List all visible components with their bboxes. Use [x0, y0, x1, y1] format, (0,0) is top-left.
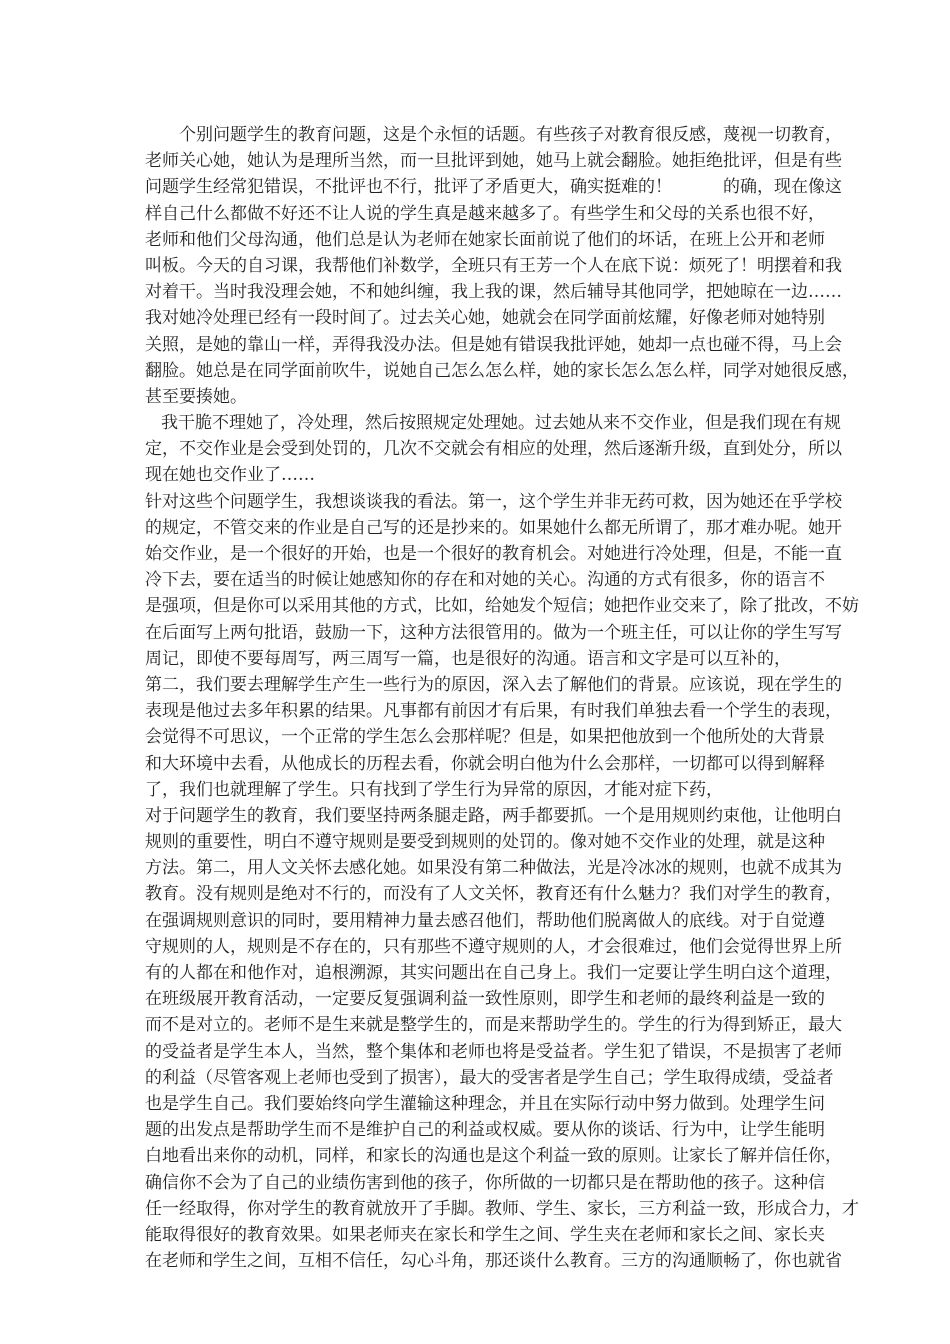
text-line: 甚至要揍她。	[145, 386, 247, 407]
text-line: 教育。没有规则是绝对不行的，而没有了人文关怀，教育还有什么魅力？我们对学生的教育，	[145, 884, 842, 905]
text-line: 表现是他过去多年积累的结果。凡事都有前因才有后果，有时我们单独去看一个学生的表现，	[145, 701, 842, 722]
text-line: 会觉得不可思议，一个正常的学生怎么会那样呢？但是，如果把他放到一个他所处的大背景	[145, 727, 825, 748]
text-line: 也是学生自己。我们要始终向学生灌输这种理念，并且在实际行动中努力做到。处理学生问	[145, 1093, 825, 1114]
text-line: 确信你不会为了自己的业绩伤害到他的孩子，你所做的一切都只是在帮助他的孩子。这种信	[145, 1172, 825, 1193]
text-line: 针对这些个问题学生，我想谈谈我的看法。第一，这个学生并非无药可救，因为她还在乎学校	[145, 491, 842, 512]
text-line: 老师和他们父母沟通，他们总是认为老师在她家长面前说了他们的坏话，在班上公开和老师	[145, 229, 825, 250]
text-line: 对着干。当时我没理会她，不和她纠缠，我上我的课，然后辅导其他同学，把她晾在一边……	[145, 282, 842, 303]
text-line: 在后面写上两句批语，鼓励一下，这种方法很管用的。做为一个班主任，可以让你的学生写写	[145, 622, 842, 643]
text-line: 个别问题学生的教育问题，这是个永恒的话题。有些孩子对教育很反感，蔑视一切教育，	[179, 125, 842, 145]
text-line: 在强调规则意识的同时，要用精神力量去感召他们，帮助他们脱离做人的底线。对于自觉遵	[145, 910, 825, 931]
paragraph	[145, 410, 842, 489]
text-line: 方法。第二，用人文关怀去感化她。如果没有第二种做法，光是冷冰冰的规则，也就不成其为	[145, 858, 842, 879]
text-line: 的规定，不管交来的作业是自己写的还是抄来的。如果她什么都无所谓了，那才难办呢。她开	[145, 517, 842, 538]
paragraph	[145, 122, 859, 410]
text-line: 我对她冷处理已经有一段时间了。过去关心她，她就会在同学面前炫耀，好像老师对她特别	[145, 308, 825, 329]
text-line: 能取得很好的教育效果。如果老师夹在家长和学生之间、学生夹在老师和家长之间、家长夹	[145, 1224, 825, 1245]
text-line: 而不是对立的。老师不是生来就是整学生的，而是来帮助学生的。学生的行为得到矫正，最大	[145, 1015, 842, 1036]
text-line: 定，不交作业是会受到处罚的，几次不交就会有相应的处理，然后逐渐升级，直到处分，所以	[145, 439, 842, 460]
text-line: 我干脆不理她了，冷处理，然后按照规定处理她。过去她从来不交作业，但是我们现在有规	[161, 413, 841, 434]
text-line: 的利益（尽管客观上老师也受到了损害），最大的受害者是学生自己；学生取得成绩，受益者	[145, 1067, 834, 1088]
text-line: 样自己什么都做不好还不让人说的学生真是越来越多了。有些学生和父母的关系也很不好，	[145, 203, 825, 224]
text-line: 有的人都在和他作对，追根溯源，其实问题出在自己身上。我们一定要让学生明白这个道理，	[145, 963, 842, 983]
text-line: 白地看出来你的动机，同样，和家长的沟通也是这个利益一致的原则。让家长了解并信任你，	[145, 1146, 842, 1167]
text-line: 守规则的人，规则是不存在的，只有那些不遵守规则的人，才会很难过，他们会觉得世界上所	[145, 936, 842, 957]
text-line: 叫板。今天的自习课，我帮他们补数学，全班只有王芳一个人在底下说：烦死了！明摆着和我	[145, 255, 842, 276]
text-line: 题的出发点是帮助学生而不是维护自己的利益或权威。要从你的谈话、行为中，让学生能明	[145, 1120, 825, 1141]
text-line: 第二，我们要去理解学生产生一些行为的原因，深入去了解他们的背景。应该说，现在学生的	[145, 674, 842, 695]
text-line: 现在她也交作业了……	[145, 465, 315, 486]
paragraph	[145, 489, 859, 672]
text-line: 对于问题学生的教育，我们要坚持两条腿走路，两手都要抓。一个是用规则约束他，让他明白	[145, 805, 842, 826]
text-line: 规则的重要性，明白不遵守规则是要受到规则的处罚的。像对她不交作业的处理，就是这种	[145, 832, 825, 853]
paragraph	[145, 803, 859, 1274]
text-line: 关照，是她的靠山一样，弄得我没办法。但是她有错误我批评她，她却一点也碰不得，马上会	[145, 334, 842, 355]
text-line: 了，我们也就理解了学生。只有找到了学生行为异常的原因，才能对症下药，	[145, 779, 723, 800]
text-line: 任一经取得，你对学生的教育就放开了手脚。教师、学生、家长，三方利益一致，形成合力，才	[145, 1198, 859, 1219]
text-line: 始交作业，是一个很好的开始，也是一个很好的教育机会。对她进行冷处理，但是，不能一直	[145, 544, 842, 564]
text-line: 是强项，但是你可以采用其他的方式，比如，给她发个短信；她把作业交来了，除了批改，不妨	[145, 596, 859, 617]
document-body	[145, 122, 859, 1274]
text-line: 和大环境中去看，从他成长的历程去看，你就会明白他为什么会那样，一切都可以得到解释	[145, 753, 825, 774]
text-line: 冷下去，要在适当的时候让她感知你的存在和对她的关心。沟通的方式有很多，你的语言不	[145, 570, 825, 591]
text-line: 翻脸。她总是在同学面前吹牛，说她自己怎么怎么样，她的家长怎么怎么样，同学对她很反感，	[145, 360, 859, 381]
text-line: 老师关心她，她认为是理所当然，而一旦批评到她，她马上就会翻脸。她拒绝批评，但是有些	[145, 151, 842, 172]
text-line: 在班级展开教育活动，一定要反复强调利益一致性原则，即学生和老师的最终利益是一致的	[145, 989, 825, 1010]
text-line: 周记，即使不要每周写，两三周写一篇，也是很好的沟通。语言和文字是可以互补的，	[145, 648, 791, 669]
text-line: 的受益者是学生本人，当然，整个集体和老师也将是受益者。学生犯了错误，不是损害了老师	[145, 1041, 842, 1062]
text-line: 在老师和学生之间，互相不信任，勾心斗角，那还谈什么教育。三方的沟通顺畅了，你也就省	[145, 1251, 842, 1272]
paragraph	[145, 672, 842, 803]
text-line: 问题学生经常犯错误，不批评也不行，批评了矛盾更大，确实挺难的！ 的确，现在像这	[145, 177, 842, 198]
